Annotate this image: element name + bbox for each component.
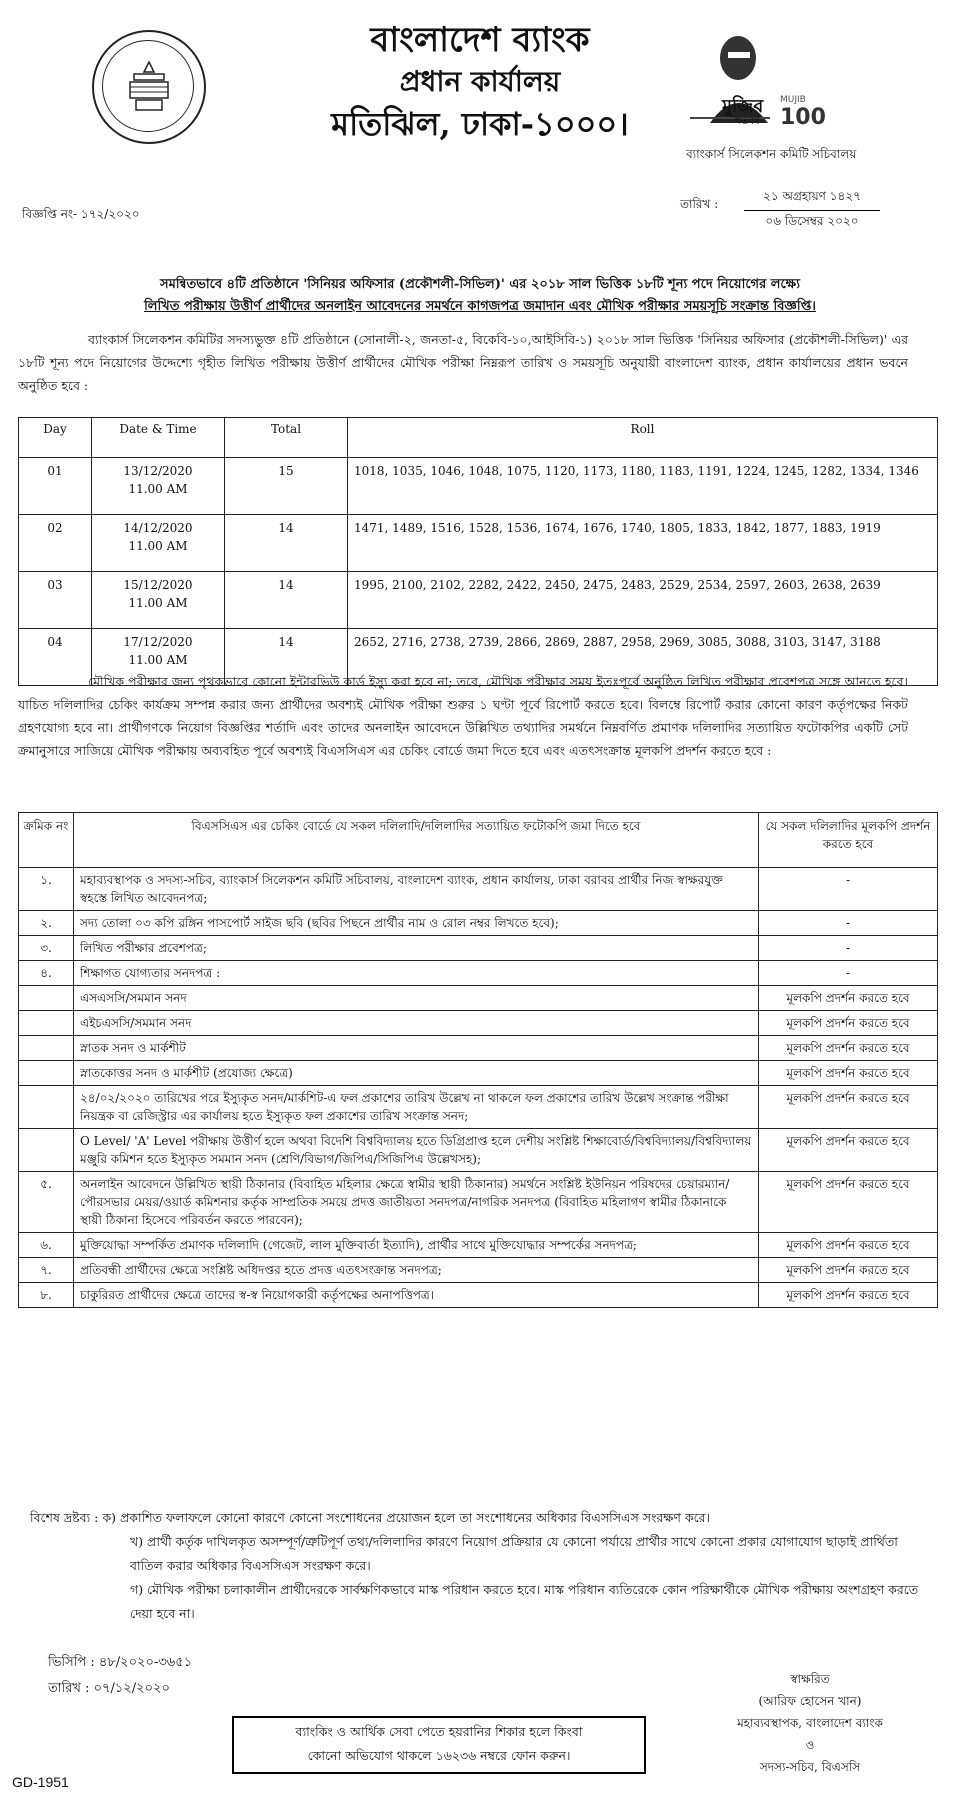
signer-name: (আরিফ হোসেন খান): [758, 1694, 862, 1708]
schedule-date: 17/12/2020: [123, 635, 193, 649]
documents-row: [19, 1129, 938, 1172]
doc-description: মহাব্যবস্থাপক ও সদস্য-সচিব, ব্যাংকার্স সিলেকশন কমিটি সচিবালয়, বাংলাদেশ ব্যাংক, প্রধান কার্যালয়, ঢাকা বরাবর প্রার্থীর নিজ স্বাক্ষরযুক্ত স্বহস্তে লিখিত আবেদনপত্র;: [74, 868, 759, 911]
signer-title-2: সদস্য-সচিব, বিএসসি: [759, 1760, 861, 1774]
hotline-box: [232, 1716, 646, 1774]
schedule-body: [19, 458, 938, 686]
schedule-day: 02: [19, 515, 92, 572]
schedule-time: 11.00 AM: [128, 539, 188, 553]
hotline-line-2: কোনো অভিযোগ থাকলে ১৬২৩৬ নম্বরে ফোন করুন।: [307, 1748, 571, 1763]
doc-original: -: [759, 911, 938, 936]
doc-original: মূলকপি প্রদর্শন করতে হবে: [759, 1011, 938, 1036]
doc-description: স্নাতক সনদ ও মার্কশীট: [74, 1036, 759, 1061]
documents-row: [19, 1172, 938, 1233]
mujib-en: MUJIB: [780, 95, 806, 105]
schedule-day: 01: [19, 458, 92, 515]
schedule-total: 14: [225, 629, 348, 686]
schedule-row: [19, 458, 938, 515]
doc-original: -: [759, 868, 938, 911]
documents-row: [19, 911, 938, 936]
schedule-date-time: [92, 515, 225, 572]
documents-row: [19, 936, 938, 961]
col-roll: Roll: [348, 418, 938, 458]
note-c: গ) মৌখিক পরীক্ষা চলাকালীন প্রার্থীদেরকে সার্বক্ষণিকভাবে মাস্ক পরিধান করতে হবে। মাস্ক পরিধান ব্যতিরেকে কোন পরিক্ষার্থীকে মৌখিক পরীক্ষায় অংশগ্রহণ করতে দেয়া হবে না।: [130, 1582, 919, 1621]
doc-serial: ৪.: [19, 961, 74, 986]
schedule-header-row: [19, 418, 938, 458]
mujib-100-mark: [780, 95, 826, 130]
signer-and: ও: [805, 1738, 815, 1752]
schedule-date: 15/12/2020: [123, 578, 193, 592]
interview-schedule-table: [18, 417, 938, 686]
doc-original: মূলকপি প্রদর্শন করতে হবে: [759, 986, 938, 1011]
doc-serial: ৭.: [19, 1258, 74, 1283]
doc-original: মূলকপি প্রদর্শন করতে হবে: [759, 1061, 938, 1086]
documents-header-row: [19, 813, 938, 868]
doc-serial: ৮.: [19, 1283, 74, 1308]
doc-original: -: [759, 936, 938, 961]
doc-description: O Level/ 'A' Level পরীক্ষায় উত্তীর্ণ হলে অথবা বিদেশি বিশ্ববিদ্যালয় হতে ডিগ্রিপ্রাপ্ত হলে দেশীয় সংশ্লিষ্ট শিক্ষাবোর্ড/বিশ্ববিদ্যালয়/বিশ্ববিদ্যালয় মঞ্জুরি কমিশন হতে ইস্যুকৃত সমমান সনদ (শ্রেণি/বিভাগ/জিপিএ/সিজিপিএ উল্লেখসহ);: [74, 1129, 759, 1172]
date-label: তারিখ :: [680, 197, 719, 211]
hotline-line-1: ব্যাংকিং ও আর্থিক সেবা পেতে হয়রানির শিকার হলে কিংবা: [295, 1724, 583, 1739]
schedule-time: 11.00 AM: [128, 596, 188, 610]
schedule-day: 04: [19, 629, 92, 686]
schedule-time: 11.00 AM: [128, 482, 188, 496]
doc-original: মূলকপি প্রদর্শন করতে হবে: [759, 1258, 938, 1283]
doc-serial: [19, 1129, 74, 1172]
schedule-total: 14: [225, 515, 348, 572]
documents-row: [19, 1233, 938, 1258]
schedule-roll: 1995, 2100, 2102, 2282, 2422, 2450, 2475, 2483, 2529, 2534, 2597, 2603, 2638, 2639: [348, 572, 938, 629]
bangladesh-bank-seal-logo: [92, 30, 206, 144]
documents-row: [19, 1061, 938, 1086]
schedule-day: 03: [19, 572, 92, 629]
notes-label: বিশেষ দ্রষ্টব্য :: [30, 1510, 99, 1525]
doc-description: স্নাতকোত্তর সনদ ও মার্কশীট (প্রযোজ্য ক্ষেত্রে): [74, 1061, 759, 1086]
doc-serial: [19, 1036, 74, 1061]
doc-original: মূলকপি প্রদর্শন করতে হবে: [759, 1233, 938, 1258]
notice-date: [680, 189, 861, 228]
col-day: Day: [19, 418, 92, 458]
schedule-time: 11.00 AM: [128, 653, 188, 667]
schedule-row: [19, 515, 938, 572]
doc-original: মূলকপি প্রদর্শন করতে হবে: [759, 1283, 938, 1308]
org-name: বাংলাদেশ ব্যাংক: [370, 20, 590, 60]
instructions-paragraph: মৌখিক পরীক্ষার জন্য পৃথকভাবে কোনো ইন্টারভিউ কার্ড ইস্যু করা হবে না; তবে, মৌখিক পরীক্ষার সময় ইতঃপূর্বে অনুষ্ঠিত লিখিত পরীক্ষার প্রবেশপত্র সঙ্গে আনতে হবে। যাচিত দলিলাদির চেকিং কার্যক্রম সম্পন্ন করার জন্য প্রার্থীদের অবশ্যই মৌখিক পরীক্ষা শুরুর ১ ঘণ্টা পূর্বে রিপোর্ট করতে হবে। বিলম্বে রিপোর্ট করার কোনো কারণ কর্তৃপক্ষের নিকট গ্রহণযোগ্য হবে না। প্রার্থীগণকে নিয়োগ বিজ্ঞপ্তির শর্তাদি এবং তাদের অনলাইন আবেদনে উল্লিখিত তথ্যাদির সমর্থনে নিম্নবর্ণিত প্রমাণক দলিলাদির সত্যায়িত ফটোকপির একটি সেট ক্রমানুসারে সাজিয়ে মৌখিক পরীক্ষায় অব্যবহিত পূর্বে অবশ্যই বিএসসিএস এর চেকিং বোর্ডে জমা দিতে হবে এবং এতৎসংক্রান্ত মূলকপি প্রদর্শন করতে হবে :: [18, 674, 908, 758]
documents-row: [19, 868, 938, 911]
doc-serial: ২.: [19, 911, 74, 936]
shapla-emblem-icon: [124, 60, 174, 114]
letterhead: [280, 18, 680, 146]
doc-original: -: [759, 961, 938, 986]
doc-description: এসএসসি/সমমান সনদ: [74, 986, 759, 1011]
intro-paragraph: ব্যাংকার্স সিলেকশন কমিটির সদস্যভুক্ত ৪টি প্রতিষ্ঠানে (সোনালী-২, জনতা-৫, বিকেবি-১০,আইসিবি-১) ২০১৮ সাল ভিত্তিক 'সিনিয়র অফিসার (প্রকৌশলী-সিভিল)' এর ১৮টি শূন্য পদে নিয়োগের উদ্দেশ্যে গৃহীত লিখিত পরীক্ষায় উত্তীর্ণ প্রার্থীদের মৌখিক পরীক্ষা নিম্নরূপ তারিখ ও সময়সূচি অনুযায়ী বাংলাদেশ ব্যাংক, প্রধান কার্যালয়ের প্রধান ভবনে অনুষ্ঠিত হবে :: [18, 332, 908, 393]
col-date-time: Date & Time: [92, 418, 225, 458]
schedule-roll: 1018, 1035, 1046, 1048, 1075, 1120, 1173, 1180, 1183, 1191, 1224, 1245, 1282, 1334, 1346: [348, 458, 938, 515]
doc-original: মূলকপি প্রদর্শন করতে হবে: [759, 1036, 938, 1061]
documents-row: [19, 1283, 938, 1308]
doc-description: অনলাইন আবেদনে উল্লিখিত স্থায়ী ঠিকানার (বিবাহিত মহিলার ক্ষেত্রে স্বামীর স্থায়ী ঠিকানার) সমর্থনে সংশ্লিষ্ট ইউনিয়ন পরিষদের চেয়ারম্যান/পৌরসভার মেয়র/ওয়ার্ড কমিশনার কর্তৃক সাম্প্রতিক সময়ে প্রদত্ত জাতীয়তা সনদপত্র/নাগরিক সনদপত্র (বিবাহিত মহিলাগণ স্বামীর ঠিকানাকে স্থায়ী ঠিকানা হিসেবে পরিবর্তন করতে পারবেন);: [74, 1172, 759, 1233]
note-a: ক) প্রকাশিত ফলাফলে কোনো কারণে কোনো সংশোধনের প্রয়োজন হলে তা সংশোধনের অধিকার বিএসসিএস সংরক্ষণ করে।: [102, 1510, 711, 1525]
doc-serial: [19, 1011, 74, 1036]
mujib-sub: শতবর্ষ: [735, 116, 760, 127]
schedule-roll: 1471, 1489, 1516, 1528, 1536, 1674, 1676, 1740, 1805, 1833, 1842, 1877, 1883, 1919: [348, 515, 938, 572]
schedule-date: 13/12/2020: [123, 464, 193, 478]
doc-description: ২৪/০২/২০২০ তারিখের পরে ইস্যুকৃত সনদ/মার্কশিট-এ ফল প্রকাশের তারিখ উল্লেখ না থাকলে ফল প্রকাশের তারিখ উল্লেখ সংক্রান্ত পরীক্ষা নিয়ন্ত্রক বা রেজিস্ট্রার এর কার্যালয় হতে ইস্যুকৃত ফল প্রকাশের তারিখ সংক্রান্ত সনদ;: [74, 1086, 759, 1129]
note-b: খ) প্রার্থী কর্তৃক দাখিলকৃত অসম্পূর্ণ/ত্রুটিপূর্ণ তথ্য/দলিলাদির কারণে নিয়োগ প্রক্রিয়ার যে কোনো পর্যায়ে প্রার্থীর সাথে কোনো প্রকার যোগাযোগ ছাড়াই প্রার্থিতা বাতিল করার অধিকার বিএসসিএস সংরক্ষণ করে।: [130, 1534, 898, 1573]
doc-serial: [19, 986, 74, 1011]
doc-serial: ৬.: [19, 1233, 74, 1258]
vcp-date: তারিখ : ০৭/১২/২০২০: [48, 1681, 170, 1696]
doc-original: মূলকপি প্রদর্শন করতে হবে: [759, 1172, 938, 1233]
notice-title: [60, 274, 900, 318]
vcp-block: [48, 1650, 192, 1702]
doc-original: মূলকপি প্রদর্শন করতে হবে: [759, 1086, 938, 1129]
mujib-num: 100: [780, 105, 826, 130]
col-original: যে সকল দলিলাদির মূলকপি প্রদর্শন করতে হবে: [759, 813, 938, 868]
schedule-date-time: [92, 458, 225, 515]
title-line-2: লিখিত পরীক্ষায় উত্তীর্ণ প্রার্থীদের অনলাইন আবেদনের সমর্থনে কাগজপত্র জমাদান এবং মৌখিক পরীক্ষার সময়সূচি সংক্রান্ত বিজ্ঞপ্তি।: [144, 299, 816, 314]
documents-row: [19, 1036, 938, 1061]
signer-title: মহাব্যবস্থাপক, বাংলাদেশ ব্যাংক: [737, 1716, 883, 1730]
schedule-date: 14/12/2020: [123, 521, 193, 535]
gd-code: GD-1951: [12, 1774, 69, 1790]
col-documents: বিএসসিএস এর চেকিং বোর্ডে যে সকল দলিলাদি/দলিলাদির সত্যায়িত ফটোকপি জমা দিতে হবে: [74, 813, 759, 868]
doc-description: লিখিত পরীক্ষার প্রবেশপত্র;: [74, 936, 759, 961]
documents-row: [19, 986, 938, 1011]
col-serial: ক্রমিক নং: [19, 813, 74, 868]
doc-description: শিক্ষাগত যোগ্যতার সনদপত্র :: [74, 961, 759, 986]
schedule-date-time: [92, 572, 225, 629]
documents-row: [19, 1086, 938, 1129]
documents-row: [19, 961, 938, 986]
schedule-row: [19, 572, 938, 629]
schedule-total: 14: [225, 572, 348, 629]
title-line-1: সমন্বিতভাবে ৪টি প্রতিষ্ঠানে 'সিনিয়র অফিসার (প্রকৌশলী-সিভিল)' এর ২০১৮ সাল ভিত্তিক ১৮টি শূন্য পদে নিয়োগের লক্ষ্যে: [160, 277, 800, 292]
col-total: Total: [225, 418, 348, 458]
doc-original: মূলকপি প্রদর্শন করতে হবে: [759, 1129, 938, 1172]
documents-table: [18, 812, 938, 1308]
signed-label: স্বাক্ষরিত: [790, 1672, 830, 1686]
notice-number: বিজ্ঞপ্তি নং- ১৭২/২০২০: [22, 207, 140, 221]
documents-row: [19, 1011, 938, 1036]
doc-serial: ৫.: [19, 1172, 74, 1233]
signature-block: [700, 1668, 920, 1778]
date-bangla: ২১ অগ্রহায়ণ ১৪২৭: [763, 189, 861, 203]
office-name: প্রধান কার্যালয়: [399, 65, 561, 98]
schedule-total: 15: [225, 458, 348, 515]
doc-serial: ৩.: [19, 936, 74, 961]
doc-serial: [19, 1061, 74, 1086]
special-notes: [30, 1506, 920, 1626]
documents-row: [19, 1258, 938, 1283]
doc-serial: ১.: [19, 868, 74, 911]
schedule-roll: 2652, 2716, 2738, 2739, 2866, 2869, 2887, 2958, 2969, 3085, 3088, 3103, 3147, 3188: [348, 629, 938, 686]
mujib-logo-text: মুজিব: [722, 96, 764, 117]
doc-serial: [19, 1086, 74, 1129]
office-address: মতিঝিল, ঢাকা-১০০০।: [331, 105, 629, 143]
doc-description: মুক্তিযোদ্ধা সম্পর্কিত প্রমাণক দলিলাদি (গেজেট, লাল মুক্তিবার্তা ইত্যাদি), প্রার্থীর সাথে মুক্তিযোদ্ধার সম্পর্কের সনদপত্র;: [74, 1233, 759, 1258]
date-english: ০৬ ডিসেম্বর ২০২০: [765, 214, 859, 228]
doc-description: প্রতিবন্ধী প্রার্থীদের ক্ষেত্রে সংশ্লিষ্ট অধিদপ্তর হতে প্রদত্ত এতৎসংক্রান্ত সনদপত্র;: [74, 1258, 759, 1283]
vcp-number: ভিসিপি : ৪৮/২০২০-৩৬৫১: [48, 1655, 193, 1670]
doc-description: এইচএসসি/সমমান সনদ: [74, 1011, 759, 1036]
doc-description: চাকুরিরত প্রার্থীদের ক্ষেত্রে তাদের স্ব-স্ব নিয়োগকারী কর্তৃপক্ষের অনাপত্তিপত্র।: [74, 1283, 759, 1308]
secretariat-name: ব্যাংকার্স সিলেকশন কমিটি সচিবালয়: [686, 147, 857, 161]
documents-body: [19, 868, 938, 1308]
doc-description: সদ্য তোলা ০৩ কপি রঙ্গিন পাসপোর্ট সাইজ ছবি (ছবির পিছনে প্রার্থীর নাম ও রোল নম্বর লিখতে হবে);: [74, 911, 759, 936]
